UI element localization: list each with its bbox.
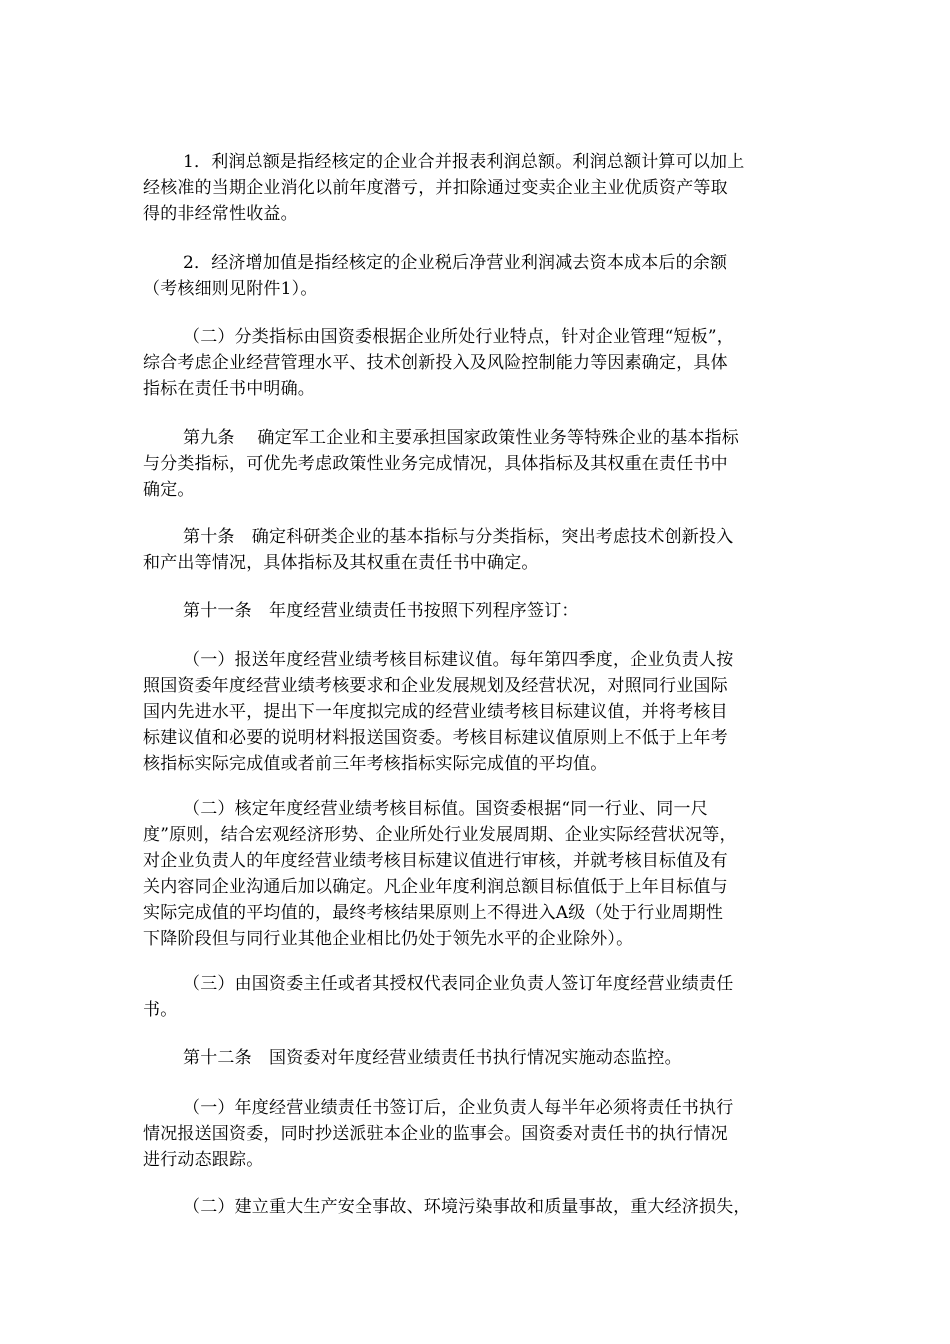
text-line: 第十二条 国资委对年度经营业绩责任书执行情况实施动态监控。 (183, 1048, 682, 1068)
text-line: 进行动态跟踪。 (143, 1150, 264, 1170)
paragraph-major-accidents (143, 1194, 803, 1220)
paragraph-article-9 (143, 425, 803, 503)
text-line: 情况报送国资委，同时抄送派驻本企业的监事会。国资委对责任书的执行情况 (143, 1124, 728, 1144)
text-line: 关内容同企业沟通后加以确定。凡企业年度利润总额目标值低于上年目标值与 (143, 877, 728, 897)
paragraph-semiannual-report (143, 1095, 803, 1173)
text-line: 与分类指标，可优先考虑政策性业务完成情况，具体指标及其权重在责任书中 (143, 454, 728, 474)
paragraph-article-11 (143, 598, 803, 624)
text-line: 指标在责任书中明确。 (143, 379, 315, 399)
paragraph-article-12 (143, 1045, 803, 1071)
text-line: 综合考虑企业经营管理水平、技术创新投入及风险控制能力等因素确定，具体 (143, 353, 728, 373)
text-line: 核指标实际完成值或者前三年考核指标实际完成值的平均值。 (143, 754, 608, 774)
text-line: 书。 (143, 1000, 178, 1020)
text-line: 1．利润总额是指经核定的企业合并报表利润总额。利润总额计算可以加上 (183, 152, 745, 172)
text-line: （二）建立重大生产安全事故、环境污染事故和质量事故，重大经济损失， (183, 1197, 751, 1217)
text-line: 实际完成值的平均值的，最终考核结果原则上不得进入A级（处于行业周期性 (143, 903, 724, 923)
text-line: 度”原则，结合宏观经济形势、企业所处行业发展周期、企业实际经营状况等， (143, 825, 737, 845)
text-line: 2．经济增加值是指经核定的企业税后净营业利润减去资本成本后的余额 (183, 253, 728, 273)
text-line: 第十条 确定科研类企业的基本指标与分类指标，突出考虑技术创新投入 (183, 527, 734, 547)
text-line: 对企业负责人的年度经营业绩考核目标建议值进行审核，并就考核目标值及有 (143, 851, 728, 871)
text-line: （考核细则见附件1）。 (143, 279, 318, 299)
text-line: 照国资委年度经营业绩考核要求和企业发展规划及经营状况，对照同行业国际 (143, 676, 728, 696)
text-line: 和产出等情况，具体指标及其权重在责任书中确定。 (143, 553, 539, 573)
paragraph-sign-responsibility (143, 971, 803, 1023)
paragraph-article-10 (143, 524, 803, 576)
text-line: （一）报送年度经营业绩考核目标建议值。每年第四季度，企业负责人按 (183, 650, 734, 670)
paragraph-economic-value-added (143, 250, 803, 302)
text-line: 标建议值和必要的说明材料报送国资委。考核目标建议值原则上不低于上年考 (143, 728, 728, 748)
text-line: 第十一条 年度经营业绩责任书按照下列程序签订： (183, 601, 579, 621)
paragraph-classified-indicators (143, 324, 803, 402)
text-line: 下降阶段但与同行业其他企业相比仍处于领先水平的企业除外）。 (143, 929, 634, 949)
text-line: 国内先进水平，提出下一年度拟完成的经营业绩考核目标建议值，并将考核目 (143, 702, 728, 722)
paragraph-verify-targets (143, 796, 803, 952)
text-line: 经核准的当期企业消化以前年度潜亏，并扣除通过变卖企业主业优质资产等取 (143, 178, 728, 198)
text-line: 第九条 确定军工企业和主要承担国家政策性业务等特殊企业的基本指标 (183, 428, 740, 448)
paragraph-profit-total (143, 149, 803, 227)
paragraph-submit-targets (143, 647, 803, 777)
text-line: （二）核定年度经营业绩考核目标值。国资委根据“同一行业、同一尺 (183, 799, 708, 819)
text-line: （二）分类指标由国资委根据企业所处行业特点，针对企业管理“短板”， (183, 327, 734, 347)
text-line: 确定。 (143, 480, 195, 500)
text-line: （三）由国资委主任或者其授权代表同企业负责人签订年度经营业绩责任 (183, 974, 734, 994)
text-line: 得的非经常性收益。 (143, 204, 298, 224)
text-line: （一）年度经营业绩责任书签订后，企业负责人每半年必须将责任书执行 (183, 1098, 734, 1118)
